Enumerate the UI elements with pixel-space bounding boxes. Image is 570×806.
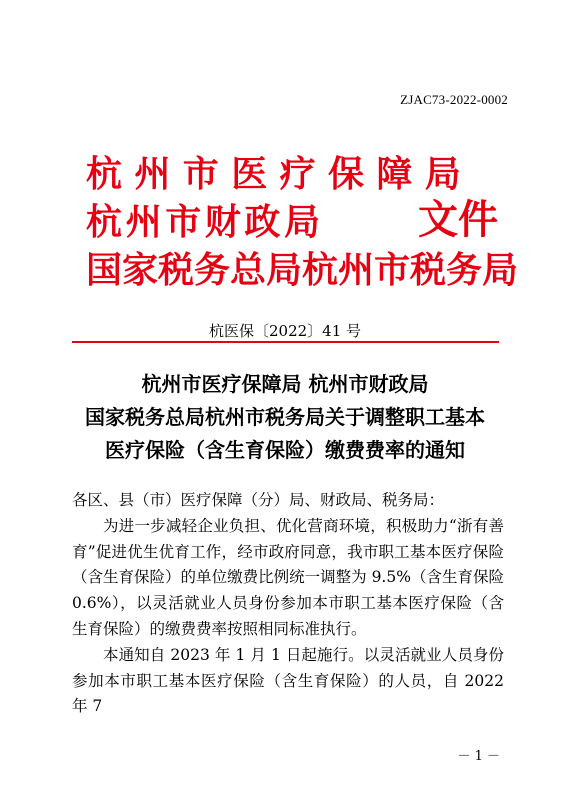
body-paragraph: 本通知自 2023 年 1 月 1 日起施行。以灵活就业人员身份参加本市职工基本医疗保险（含生育保险）的人员，自 2022 年 7 [72,645,504,716]
body-paragraph: 为进一步减轻企业负担、优化营商环境，积极助力“浙有善育”促进优生优育工作，经市政府同意，我市职工基本医疗保险（含生育保险）的单位缴费比例统一调整为 9.5%（含生育保险 0.6%），以灵活就业人员身份参加本市职工基本医疗保险（含生育保险）的缴费费率按照相同标准执行。 [72,516,504,638]
document-id: ZJAC73-2022-0002 [400,92,508,107]
document-title [0,368,570,467]
document-body [72,488,504,720]
header-file-suffix: 文件 [418,196,498,243]
title-line: 国家税务总局杭州市税务局关于调整职工基本 [85,405,485,429]
page-number: － 1 － [457,749,500,764]
red-divider [72,341,499,343]
agency-tax: 国家税务总局杭州市税务局 [86,249,519,291]
file-number: 杭医保〔2022〕41 号 [208,322,362,340]
agency-finance: 杭州市财政局 [86,201,324,243]
agency-medical-security: 杭州市医疗保障局 [86,153,474,195]
recipients: 各区、县（市）医疗保障（分）局、财政局、税务局： [72,491,445,509]
title-line: 医疗保险（含生育保险）缴费费率的通知 [105,438,465,462]
title-line: 杭州市医疗保障局 杭州市财政局 [141,372,429,396]
